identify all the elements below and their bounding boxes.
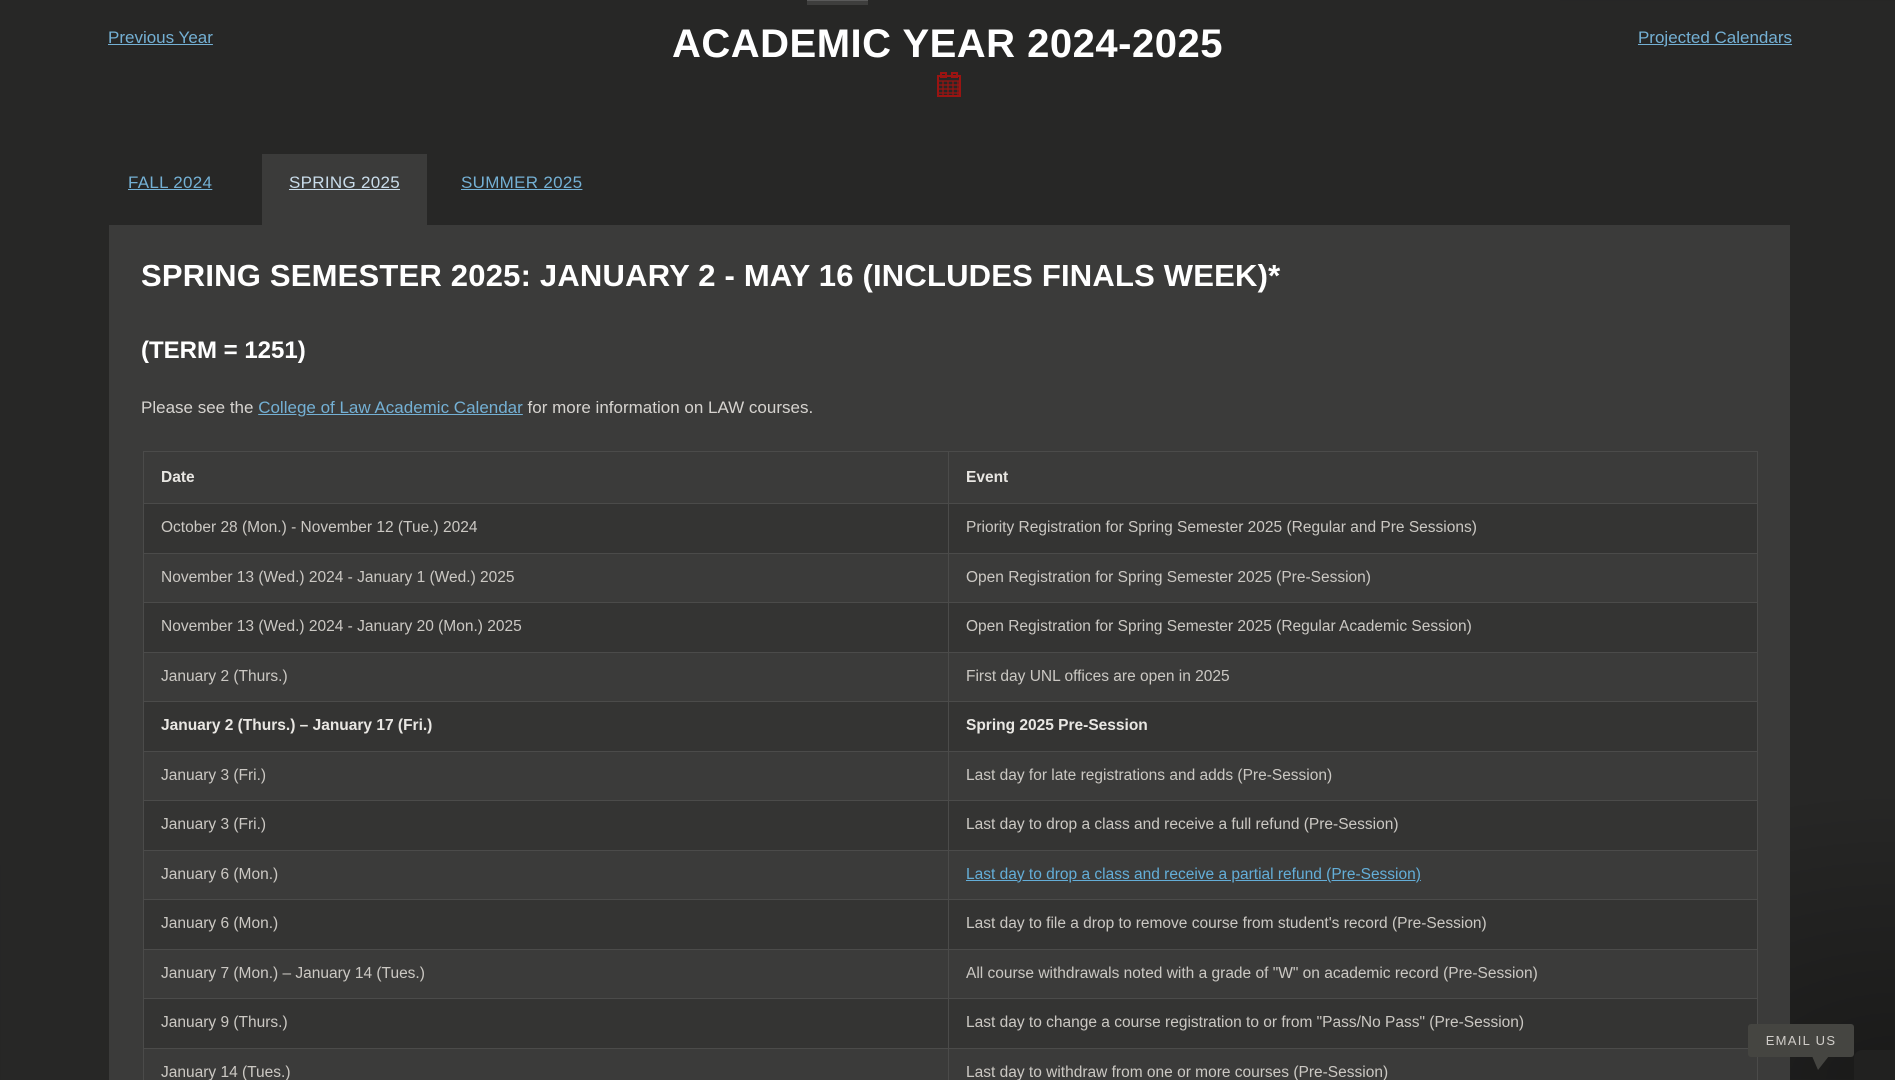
chat-widget-corner[interactable] [1854,1050,1895,1080]
event-cell: Priority Registration for Spring Semester 2025 (Regular and Pre Sessions) [949,504,1758,554]
event-cell: Open Registration for Spring Semester 2025 (Regular Academic Session) [949,603,1758,653]
date-cell: January 7 (Mon.) – January 14 (Tues.) [144,949,949,999]
table-row [144,553,1758,603]
table-row [144,652,1758,702]
table-row [144,1048,1758,1080]
table-row [144,603,1758,653]
event-column-header: Event [949,452,1758,504]
date-cell: January 2 (Thurs.) – January 17 (Fri.) [144,702,949,752]
date-column-header: Date [144,452,949,504]
table-row [144,751,1758,801]
law-note-before: Please see the [141,398,259,417]
table-row [144,949,1758,999]
event-cell: Spring 2025 Pre-Session [949,702,1758,752]
date-cell: January 2 (Thurs.) [144,652,949,702]
term-heading: (TERM = 1251) [141,337,306,364]
table-row [144,900,1758,950]
spring-2025-tab-panel [109,225,1790,1080]
date-cell: January 9 (Thurs.) [144,999,949,1049]
page-title: ACADEMIC YEAR 2024-2025 [672,22,1223,66]
event-cell: First day UNL offices are open in 2025 [949,652,1758,702]
event-link[interactable]: Last day to drop a class and receive a partial refund (Pre-Session) [966,865,1421,883]
date-cell: January 6 (Mon.) [144,850,949,900]
tab-spring-2025[interactable]: SPRING 2025 [262,154,427,225]
event-cell: Last day to drop a class and receive a full refund (Pre-Session) [949,801,1758,851]
table-row [144,801,1758,851]
email-bubble-tail [1812,1056,1829,1070]
event-cell: All course withdrawals noted with a grade of "W" on academic record (Pre-Session) [949,949,1758,999]
semester-tabs [0,0,1895,225]
tab-fall-2024[interactable]: FALL 2024 [128,173,213,192]
academic-calendar-table [143,451,1758,1080]
date-cell: January 6 (Mon.) [144,900,949,950]
table-row [144,504,1758,554]
event-cell: Last day to withdraw from one or more courses (Pre-Session) [949,1048,1758,1080]
event-cell: Last day for late registrations and adds (Pre-Session) [949,751,1758,801]
date-cell: November 13 (Wed.) 2024 - January 20 (Mon.) 2025 [144,603,949,653]
college-of-law-calendar-link[interactable]: College of Law Academic Calendar [258,398,523,417]
table-row [144,850,1758,900]
event-cell: Last day to file a drop to remove course from student's record (Pre-Session) [949,900,1758,950]
tab-summer-2025[interactable]: SUMMER 2025 [461,173,583,192]
email-us-button[interactable] [1748,1024,1854,1057]
semester-heading: SPRING SEMESTER 2025: JANUARY 2 - MAY 16 (INCLUDES FINALS WEEK)* [141,258,1281,293]
law-courses-note [141,398,813,418]
previous-year-link[interactable]: Previous Year [108,28,213,47]
law-note-after: for more information on LAW courses. [522,398,814,417]
date-cell: January 3 (Fri.) [144,801,949,851]
projected-calendars-link[interactable]: Projected Calendars [1637,28,1792,47]
event-cell [949,850,1758,900]
event-cell: Last day to change a course registration to or from "Pass/No Pass" (Pre-Session) [949,999,1758,1049]
date-cell: January 3 (Fri.) [144,751,949,801]
table-row [144,702,1758,752]
table-row [144,999,1758,1049]
date-cell: November 13 (Wed.) 2024 - January 1 (Wed.) 2025 [144,553,949,603]
email-us-label: EMAIL US [1765,1033,1837,1048]
event-cell: Open Registration for Spring Semester 2025 (Pre-Session) [949,553,1758,603]
table-header-row [144,452,1758,504]
date-cell: October 28 (Mon.) - November 12 (Tue.) 2024 [144,504,949,554]
date-cell: January 14 (Tues.) [144,1048,949,1080]
